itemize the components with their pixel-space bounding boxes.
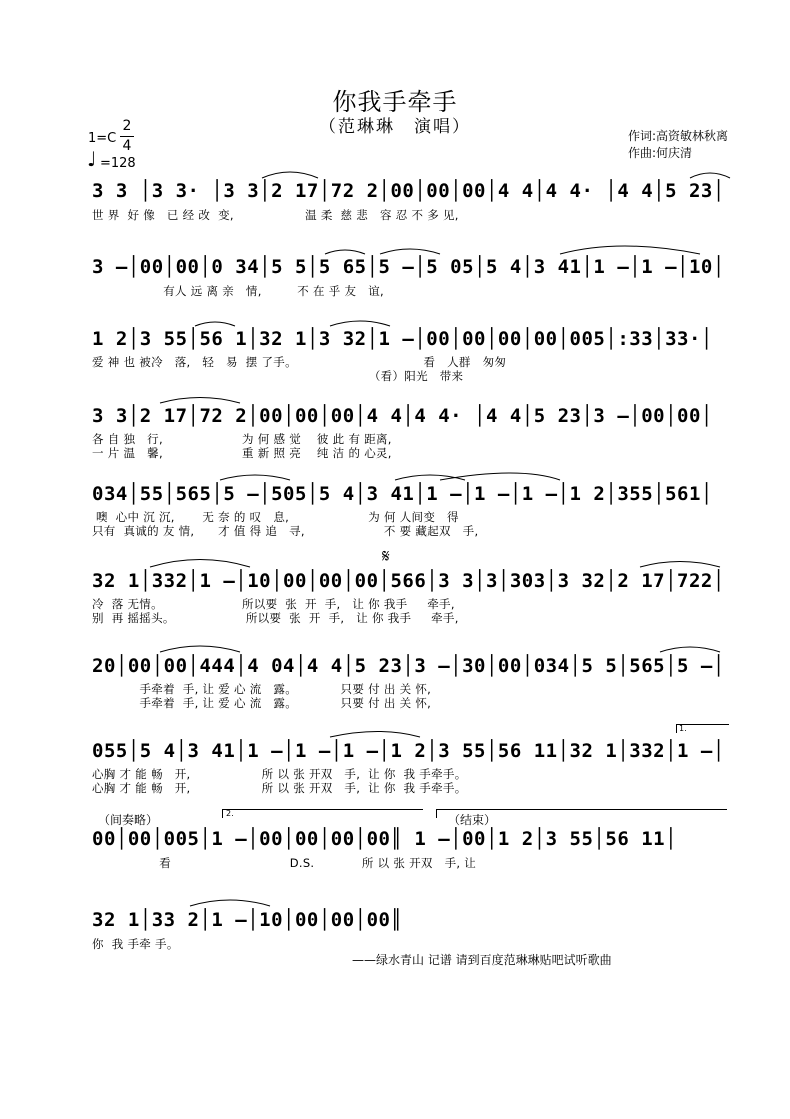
notation-row: 00│00│005│1 —│00│00│00│00║ 1 —│00│1 2│3 55│56 11│ (92, 828, 678, 850)
slur-arc (330, 732, 420, 738)
lyrics-verse-2: 别 再 摇摇头。 所以要 张 开 手, 让 你 我手 牵手, (92, 611, 459, 625)
slur-arc (440, 473, 560, 480)
volta-1-label: 1. (679, 724, 687, 733)
time-signature-top: 2 (122, 118, 132, 134)
notation-row: 034│55│565│5 —│505│5 4│3 41│1 —│1 —│1 —│1 2│355│561│ (92, 483, 713, 505)
lyrics-verse-1: 看 D.S. 所 以 张 开双 手, 让 (92, 856, 477, 870)
lyrics-verse-1: 世 界 好 像 已 经 改 变, 温 柔 慈 悲 容 忍 不 多 见, (92, 208, 459, 222)
slur-arc (220, 475, 290, 480)
lyrics-verse-2: 一 片 温 馨, 重 新 照 亮 纯 洁 的 心灵, (92, 446, 392, 460)
tempo-marking: =128 (100, 156, 136, 171)
song-subtitle: （范琳琳 演唱） (319, 117, 471, 137)
ending-label: （结束） (448, 813, 497, 827)
notation-row: 32 1│332│1 —│10│00│00│00│566│3 3│3│303│3 32│2 17│722│ (92, 570, 725, 592)
slur-arc (195, 322, 235, 326)
slur-arc (325, 250, 365, 254)
quarter-note-icon: ♩ (87, 147, 97, 171)
transcriber-footer: ——绿水青山 记谱 请到百度范琳琳贴吧试听歌曲 (352, 953, 612, 967)
slur-arc (160, 646, 240, 652)
composer-credit: 作曲:何庆清 (628, 146, 693, 160)
slur-arc (380, 249, 440, 254)
lyrics-verse-1: 心胸 才 能 畅 开, 所 以 张 开双 手, 让 你 我 手牵手。 (92, 767, 467, 781)
lyrics-verse-2: 手牵着 手, 让 爱 心 流 露。 只要 付 出 关 怀, (92, 696, 432, 710)
notation-row: 32 1│33 2│1 —│10│00│00│00║ (92, 909, 403, 931)
lyricist-credit: 作词:高资敏林秋离 (628, 129, 729, 143)
notation-row: 3 3 │3 3· │3 3│2 17│72 2│00│00│00│4 4│4 4· │4 4│5 23│ (92, 180, 725, 202)
lyrics-verse-1: 你 我 手牵 手。 (92, 937, 179, 951)
notation-row: 20│00│00│444│4 04│4 4│5 23│3 —│30│00│034│5 5│565│5 —│ (92, 655, 725, 677)
slur-arc (640, 562, 720, 568)
lyrics-verse-2: 心胸 才 能 畅 开, 所 以 张 开双 手, 让 你 我 手牵手。 (92, 781, 467, 795)
slur-arc (330, 321, 390, 326)
time-signature-bottom: 4 (122, 138, 132, 154)
notation-row: 055│5 4│3 41│1 —│1 —│1 —│1 2│3 55│56 11│32 1│332│1 —│ (92, 740, 725, 762)
lyrics-verse-1: 各 自 独 行, 为 何 感 觉 彼 此 有 距离, (92, 432, 392, 446)
notation-row: 3 3│2 17│72 2│00│00│00│4 4│4 4· │4 4│5 23│3 —│00│00│ (92, 405, 713, 427)
notation-row: 1 2│3 55│56 1│32 1│3 32│1 —│00│00│00│00│005│:33│33·│ (92, 328, 713, 350)
lyrics-verse-1: 爱 神 也 被冷 落, 轻 易 摆 了手。 看 人群 匆匆 (92, 355, 507, 369)
lyrics-verse-1: 噢 心中 沉 沉, 无 奈 的 叹 息, 为 何 人间变 得 (92, 510, 459, 524)
slur-arc (150, 560, 250, 568)
song-title: 你我手牵手 (332, 88, 458, 116)
interlude-label: （间奏略） (98, 813, 159, 827)
lyrics-verse-1: 手牵着 手, 让 爱 心 流 露。 只要 付 出 关 怀, (92, 682, 432, 696)
slur-arc (690, 173, 730, 178)
lyrics-verse-1: 有人 远 离 亲 情, 不 在 乎 友 谊, (92, 284, 384, 298)
slur-arc (190, 900, 270, 906)
key-signature: 1=C (88, 131, 117, 146)
slur-arc (160, 398, 240, 404)
slur-arc (560, 246, 700, 254)
lyrics-verse-1: 冷 落 无情。 所以要 张 开 手, 让 你 我手 牵手, (92, 597, 455, 611)
lyrics-verse-2: （看）阳光 带来 (92, 369, 464, 383)
volta-2-label: 2. (226, 809, 234, 818)
slur-arc (262, 172, 318, 178)
slur-arc (660, 647, 720, 652)
notation-row: 3 —│00│00│0 34│5 5│5 65│5 —│5 05│5 4│3 41│1 —│1 —│10│ (92, 256, 725, 278)
segno-icon: 𝄋 (382, 546, 390, 567)
lyrics-verse-2: 只有 真诚的 友 情, 才 值 得 追 寻, 不 要 藏起双 手, (92, 524, 479, 538)
